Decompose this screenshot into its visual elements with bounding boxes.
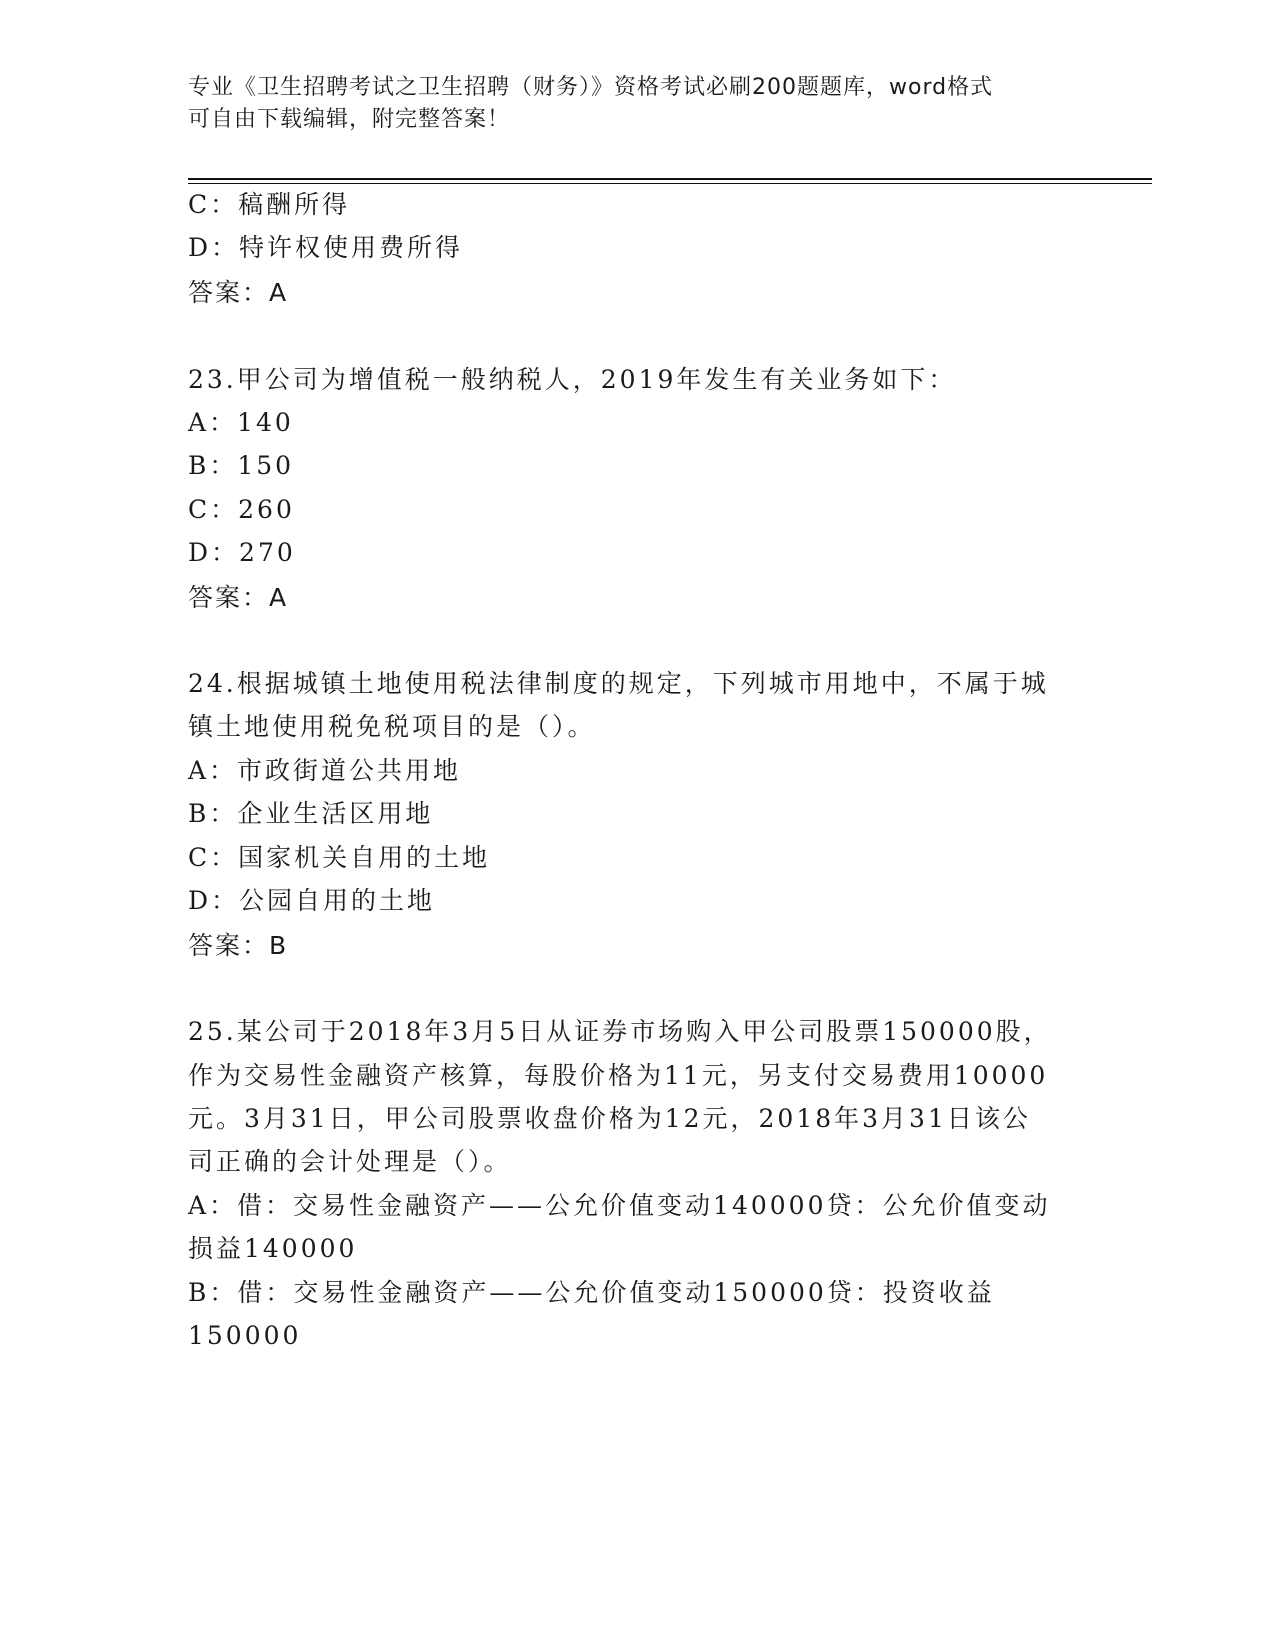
q24-stem-line-2: 镇土地使用税免税项目的是（）。 bbox=[188, 712, 596, 741]
q24-answer: 答案：B bbox=[188, 931, 289, 960]
header-divider-thick bbox=[188, 178, 1152, 180]
document-header bbox=[188, 72, 1068, 136]
q23-option-d: D：270 bbox=[188, 538, 296, 567]
q22-option-d: D：特许权使用费所得 bbox=[188, 233, 464, 262]
q23-stem: 23.甲公司为增值税一般纳税人，2019年发生有关业务如下： bbox=[188, 365, 957, 394]
q25-stem-line-2: 作为交易性金融资产核算，每股价格为11元，另支付交易费用10000 bbox=[188, 1061, 1049, 1090]
q23-answer: 答案：A bbox=[188, 583, 289, 612]
header-divider-thin bbox=[188, 183, 1152, 184]
q24-stem-line-1: 24.根据城镇土地使用税法律制度的规定，下列城市用地中，不属于城 bbox=[188, 669, 1049, 698]
q25-option-b-line-1: B：借：交易性金融资产——公允价值变动150000贷：投资收益 bbox=[188, 1278, 995, 1307]
q24-option-b: B：企业生活区用地 bbox=[188, 799, 434, 828]
q23-option-b: B：150 bbox=[188, 451, 295, 480]
q25-option-a-line-1: A：借：交易性金融资产——公允价值变动140000贷：公允价值变动 bbox=[188, 1191, 1051, 1220]
q25-stem-line-4: 司正确的会计处理是（）。 bbox=[188, 1147, 512, 1176]
q24-option-c: C：国家机关自用的土地 bbox=[188, 843, 491, 872]
q22-answer: 答案：A bbox=[188, 278, 289, 307]
q23-option-a: A：140 bbox=[188, 408, 294, 437]
q24-option-a: A：市政街道公共用地 bbox=[188, 756, 462, 785]
q25-option-a-line-2: 损益140000 bbox=[188, 1234, 358, 1263]
q22-option-c: C：稿酬所得 bbox=[188, 190, 351, 219]
header-title-line-2: 可自由下载编辑，附完整答案！ bbox=[188, 107, 511, 132]
q25-stem-line-3: 元。3月31日，甲公司股票收盘价格为12元，2018年3月31日该公 bbox=[188, 1104, 1031, 1133]
q25-option-b-line-2: 150000 bbox=[188, 1321, 302, 1350]
q24-option-d: D：公园自用的土地 bbox=[188, 886, 436, 915]
header-title-line-1: 专业《卫生招聘考试之卫生招聘（财务）》资格考试必刷200题题库，word格式 bbox=[188, 75, 994, 100]
q25-stem-line-1: 25.某公司于2018年3月5日从证券市场购入甲公司股票150000股， bbox=[188, 1017, 1052, 1046]
q23-option-c: C：260 bbox=[188, 495, 295, 524]
